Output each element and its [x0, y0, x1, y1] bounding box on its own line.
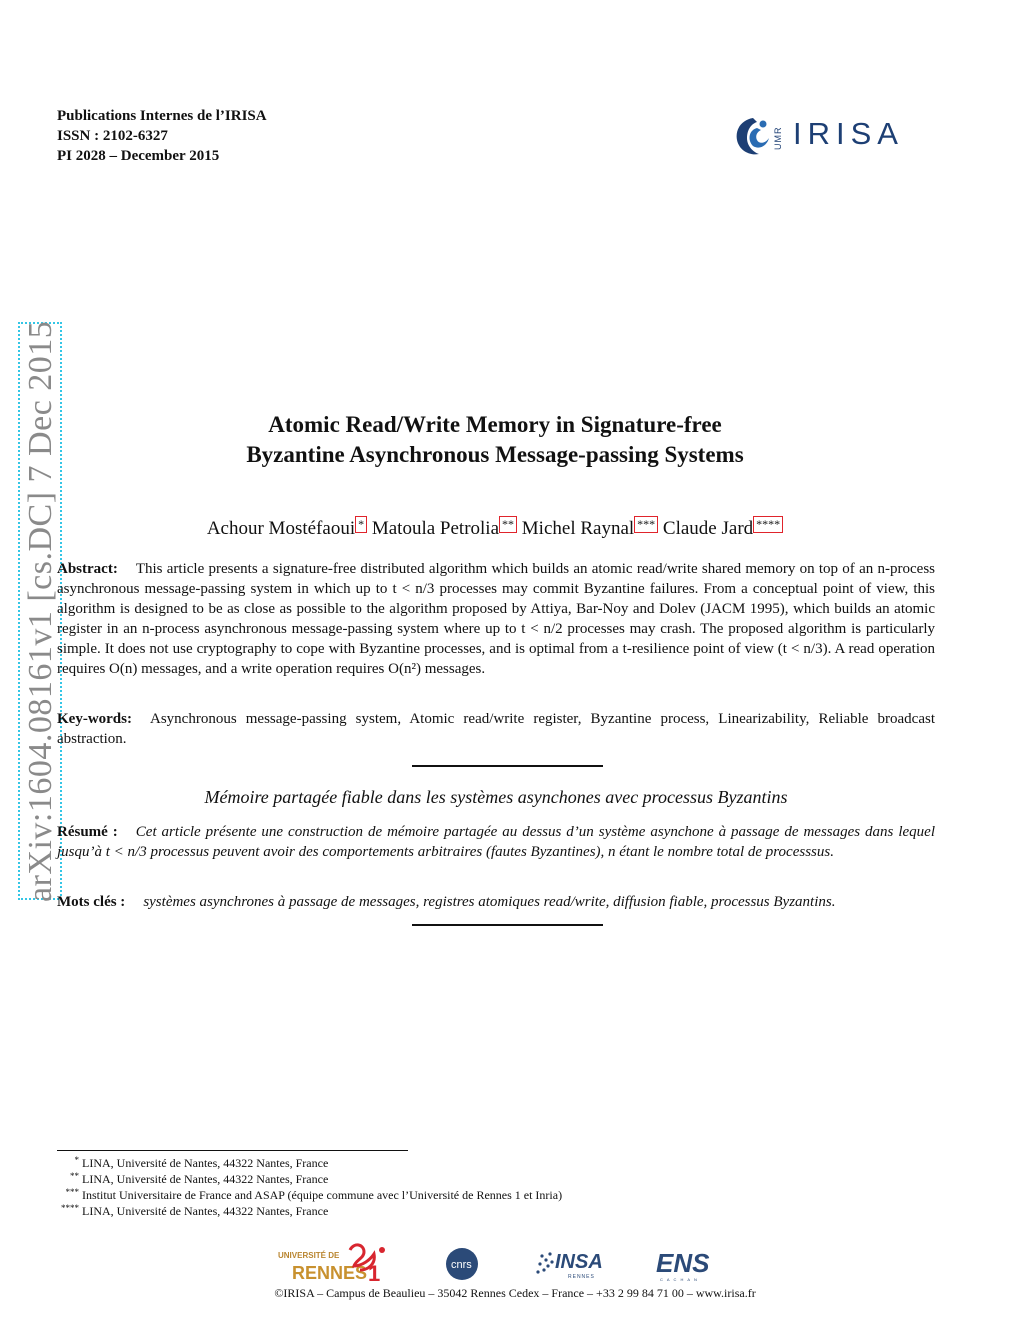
resume — [57, 822, 935, 862]
footnote-link[interactable]: **** — [753, 516, 783, 533]
insa-sub-text: RENNES — [568, 1274, 595, 1280]
footnote-mark: *** — [65, 1187, 79, 1197]
keywords-label: Key-words: — [57, 711, 132, 727]
resume-label: Résumé : — [57, 824, 118, 840]
cnrs-text: cnrs — [451, 1259, 472, 1271]
ens-sub-text: CACHAN — [660, 1277, 701, 1282]
insa-dots-icon — [536, 1252, 553, 1273]
ens-cachan-logo — [656, 1248, 710, 1282]
footnote-link[interactable]: *** — [634, 516, 658, 533]
footnote-link[interactable]: * — [355, 516, 367, 533]
institute-address: ©IRISA – Campus de Beaulieu – 35042 Rennes Cedex – France – +33 2 99 84 71 00 – www.irisa.fr — [274, 1286, 756, 1300]
rennes1-name: RENNES — [292, 1263, 368, 1283]
keywords-text: Asynchronous message-passing system, Atomic read/write register, Byzantine process, Linearizability, Reliable broadcast abstraction. — [57, 711, 935, 747]
issn: ISSN : 2102-6327 — [57, 128, 168, 144]
abstract — [57, 559, 935, 679]
paper-title — [150, 410, 840, 470]
title-line-1: Atomic Read/Write Memory in Signature-free — [268, 412, 722, 437]
report-number-date: PI 2028 – December 2015 — [57, 148, 220, 164]
rennes1-number: 1 — [368, 1261, 381, 1285]
author-list — [150, 518, 840, 540]
mots-cles — [57, 892, 935, 912]
footnote — [57, 1171, 562, 1187]
abstract-label: Abstract: — [57, 561, 118, 577]
footnote — [57, 1187, 562, 1203]
publication-series: Publications Internes de l’IRISA — [57, 108, 267, 124]
footnote-rule — [57, 1150, 408, 1151]
divider — [412, 765, 603, 767]
author-name: Michel Raynal — [521, 518, 635, 539]
footnote-mark: ** — [70, 1171, 79, 1181]
footnotes — [57, 1155, 562, 1219]
author-name: Matoula Petrolia — [371, 518, 500, 539]
footnote-link[interactable]: ** — [499, 516, 517, 533]
partner-logos-graphic — [270, 1240, 740, 1285]
insa-text: INSA — [555, 1251, 603, 1273]
rennes1-dot-icon — [379, 1247, 385, 1253]
mots-cles-text: systèmes asynchrones à passage de messages, registres atomiques read/write, diffusion fiable, processus Byzantins. — [143, 894, 836, 910]
footnote-text: Institut Universitaire de France and ASAP (équipe commune avec l’Université de Rennes 1 et Inria) — [82, 1188, 563, 1202]
arxiv-identifier: arXiv:1604.08161v1 [cs.DC] 7 Dec 2015 — [22, 320, 59, 902]
author-name: Claude Jard — [662, 518, 754, 539]
footnote-mark: **** — [61, 1203, 79, 1213]
cnrs-logo — [446, 1248, 478, 1280]
abstract-text: This article presents a signature-free distributed algorithm which builds an atomic read/write shared memory on top of an n-process asynchronous message-passing system in which up to t < n/3 processes may commit Byzantine failures. From a conceptual point of view, this algorithm is designed to be as close as possible to the algorithm proposed by Attiya, Bar-Noy and Dolev (JACM 1995), which builds an atomic register in an n-process asynchronous message-passing system where up to t < n/2 processes may crash. The proposed algorithm is particularly simple. It does not use cryptography to cope with Byzantine processes, and is optimal from a t-resilience point of view (t < n/3). A read operation requires O(n) messages, and a write operation requires O(n²) messages. — [57, 561, 935, 677]
publication-info — [57, 106, 267, 166]
irisa-logo — [733, 114, 913, 160]
footnote — [57, 1155, 562, 1171]
footnote — [57, 1203, 562, 1219]
rennes1-logo — [278, 1245, 385, 1285]
title-line-2: Byzantine Asynchronous Message-passing Systems — [246, 442, 744, 467]
irisa-swirl-icon — [733, 114, 773, 160]
umr-label: UMR — [773, 126, 783, 150]
insa-logo — [536, 1251, 602, 1280]
resume-text: Cet article présente une construction de mémoire partagée au dessus d’un système asynchone à passage de messages dans lequel jusqu’à t < n/3 processus peuvent avoir des comportements arbitraires (fautes Byzantines), n étant le nombre total de processsus. — [57, 824, 935, 860]
divider — [412, 924, 603, 926]
rennes1-top-text: UNIVERSITÉ DE — [278, 1251, 340, 1260]
irisa-wordmark: IRISA — [793, 116, 904, 151]
footnote-text: LINA, Université de Nantes, 44322 Nantes, France — [82, 1156, 329, 1170]
french-title: Mémoire partagée fiable dans les systèmes asynchones avec processus Byzantins — [204, 787, 788, 807]
author-name: Achour Mostéfaoui — [206, 518, 356, 539]
keywords — [57, 709, 935, 749]
partner-logos — [270, 1240, 740, 1285]
footnote-text: LINA, Université de Nantes, 44322 Nantes, France — [82, 1204, 329, 1218]
mots-cles-label: Mots clés : — [57, 894, 126, 910]
ens-text: ENS — [656, 1248, 710, 1278]
footnote-mark: * — [74, 1155, 79, 1165]
footnote-text: LINA, Université de Nantes, 44322 Nantes, France — [82, 1172, 329, 1186]
